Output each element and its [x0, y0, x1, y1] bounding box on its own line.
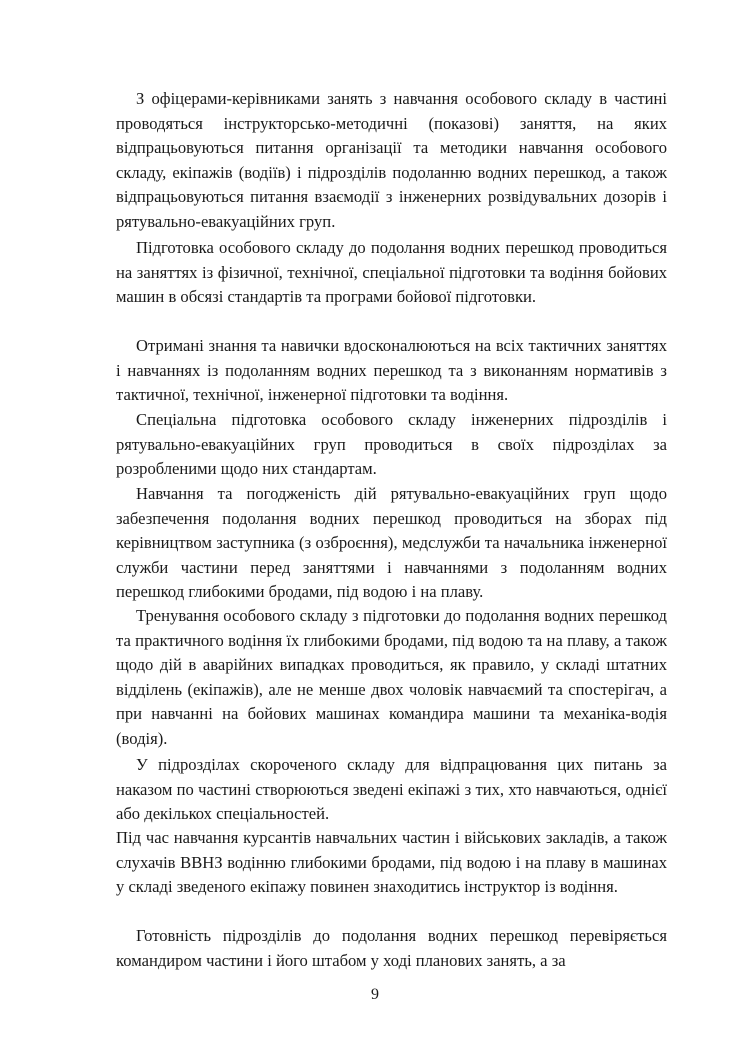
paragraph-rescue-groups: Навчання та погодженість дій рятувально-евакуаційних груп щодо забезпечення подолання водних перешкод проводиться на зборах під керівництвом заступника (з озброєння), медслужби та начальника інженерної служби частини перед заняттями і навчаннями з подоланням водних перешкод глибокими бродами, під водою і на плаву.: [116, 484, 667, 602]
paragraph-cadet-training: Під час навчання курсантів навчальних частин і військових закладів, а також слухачів ВВНЗ водінню глибокими бродами, під водою і на плаву в машинах у складі зведеного екіпажу повинен знаходитись інструктор із водіння.: [116, 828, 667, 897]
paragraph-special-training: Спеціальна підготовка особового складу інженерних підрозділів і рятувально-евакуаційних груп проводиться в своїх підрозділах за розробленими щодо них стандартам.: [116, 410, 667, 479]
paragraph-reduced-units: У підрозділах скороченого складу для відпрацювання цих питань за наказом по частині створюються зведені екіпажі з тих, хто навчаються, однієї або декількох спеціальностей.: [116, 755, 667, 824]
paragraph-readiness-check: Готовність підрозділів до подолання водних перешкод перевіряється командиром частини і його штабом у ході планових занять, а за: [116, 926, 667, 970]
page-number: 9: [371, 986, 379, 1003]
paragraph-crew-training: Тренування особового складу з підготовки до подолання водних перешкод та практичного водіння їх глибокими бродами, під водою та на плаву, а також щодо дій в аварійних випадках проводиться, як правило, у складі штатних відділень (екіпажів), але не менше двох чоловік навчаємий та спостерігач, а при навчанні на бойових машинах командира машини та механіка-водія (водія).: [116, 606, 667, 748]
paragraph-skills-improvement: Отримані знання та навички вдосконалюються на всіх тактичних заняттях і навчаннях із подоланням водних перешкод та з виконанням нормативів з тактичної, технічної, інженерної підготовки та водіння.: [116, 336, 667, 405]
paragraph-personnel-preparation: Підготовка особового складу до подолання водних перешкод проводиться на заняттях із фізичної, технічної, спеціальної підготовки та водіння бойових машин в обсязі стандартів та програми бойової підготовки.: [116, 238, 667, 307]
paragraph-instructor-sessions: З офіцерами-керівниками занять з навчання особового складу в частині проводяться інструкторсько-методичні (показові) заняття, на яких відпрацьовуються питання організації та методики навчання особового складу, екіпажів (водіїв) і підрозділів подоланню водних перешкод, а також відпрацьовуються питання взаємодії з інженерних розвідувальних дозорів і рятувально-евакуаційних груп.: [116, 89, 667, 231]
